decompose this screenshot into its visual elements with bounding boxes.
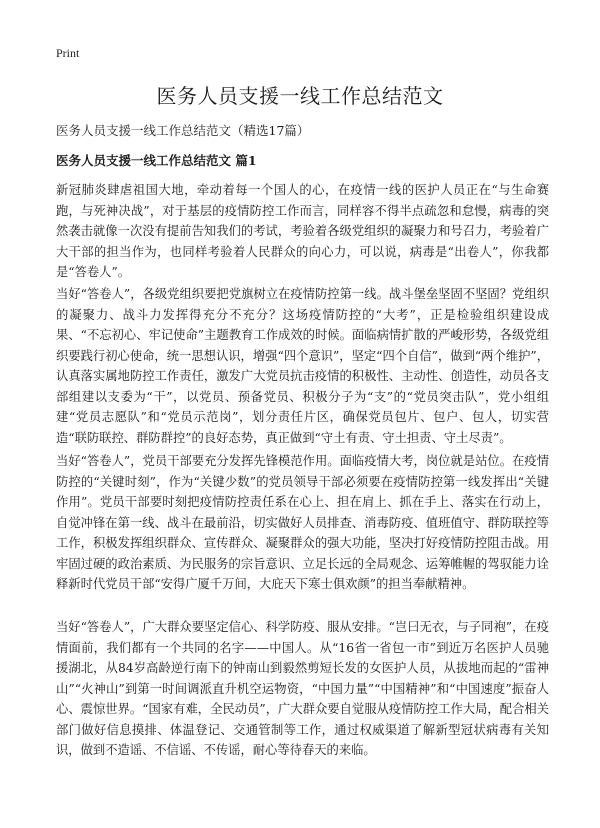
document-subtitle: 医务人员支援一线工作总结范文（精选17篇） (56, 123, 310, 138)
body-paragraph-4: 当好“答卷人”，广大群众要坚定信心、科学防疫、服从安排。“岂曰无衣，与子同袍”，在疫情面前，我们都有一个共同的名字——中国人。从“16省一省包一市”到近万名医护人员驰援湖北，从84岁高龄逆行南下的钟南山到毅然剪短长发的女医护人员，从拔地而起的“雷神山”“火神山”到第一时间调派直升机空运物资，“中国力量”“中国精神”和“中国速度”振奋人心、震惊世界。“国家有难，全民动员”，广大群众要自觉服从疫情防控工作大局，配合相关部门做好信息摸排、体温登记、交通管制等工作，通过权威渠道了解新型冠状病毒有关知识，做到不造谣、不信谣、不传谣，耐心等待春天的来临。 (56, 620, 549, 757)
print-link[interactable]: Print (56, 46, 80, 60)
section-heading: 医务人员支援一线工作总结范文 篇1 (56, 153, 257, 168)
body-paragraph-1: 新冠肺炎肆虐祖国大地，牵动着每一个国人的心，在疫情一线的医护人员正在“与生命赛跑，与死神决战”，对于基层的疫情防控工作而言，同样容不得半点疏忽和怠慢，病毒的突然袭击就像一次没有提前告知我们的考试，考验着各级党组织的凝聚力和号召力，考验着广大干部的担当作为，也同样考验着人民群众的向心力，可以说，病毒是“出卷人”，你我都是“答卷人”。 (56, 183, 549, 279)
body-paragraph-3: 当好“答卷人”，党员干部要充分发挥先锋模范作用。面临疫情大考，岗位就是站位。在疫情防控的“关键时刻”，作为“关键少数”的党员领导干部必须要在疫情防控第一线发挥出“关键作用”。党员干部要时刻把疫情防控责任系在心上、担在肩上、抓在手上、落实在行动上，自觉冲锋在第一线、战斗在最前沿，切实做好人员排查、消毒防疫、值班值守、群防联控等工作，积极发挥组织群众、宣传群众、凝聚群众的强大功能，坚决打好疫情防控阻击战。用牢固过硬的政治素质、为民服务的宗旨意识、立足长远的全局观念、运筹帷幄的驾驭能力诠释新时代党员干部“安得广厦千万间，大庇天下寒士俱欢颜”的担当奉献精神。 (56, 454, 549, 591)
page-title: 医务人员支援一线工作总结范文 (156, 84, 444, 108)
body-paragraph-2: 当好“答卷人”，各级党组织要把党旗树立在疫情防控第一线。战斗堡垒坚固不坚固？党组织的凝聚力、战斗力发挥得充分不充分？这场疫情防控的“大考”，正是检验组织建设成果、“不忘初心、牢记使命”主题教育工作成效的时候。面临病情扩散的严峻形势，各级党组织要践行初心使命，统一思想认识，增强“四个意识”，坚定“四个自信”，做到“两个维护”，认真落实属地防控工作责任，激发广大党员抗击疫情的积极性、主动性、创造性，动员各支部组建以支委为“干”，以党员、预备党员、积极分子为“支”的“党员突击队”，党小组组建“党员志愿队”和“党员示范岗”，划分责任片区，确保党员包片、包户、包人，切实营造“联防联控、群防群控”的良好态势，真正做到“守土有责、守土担责、守土尽责”。 (56, 287, 549, 445)
